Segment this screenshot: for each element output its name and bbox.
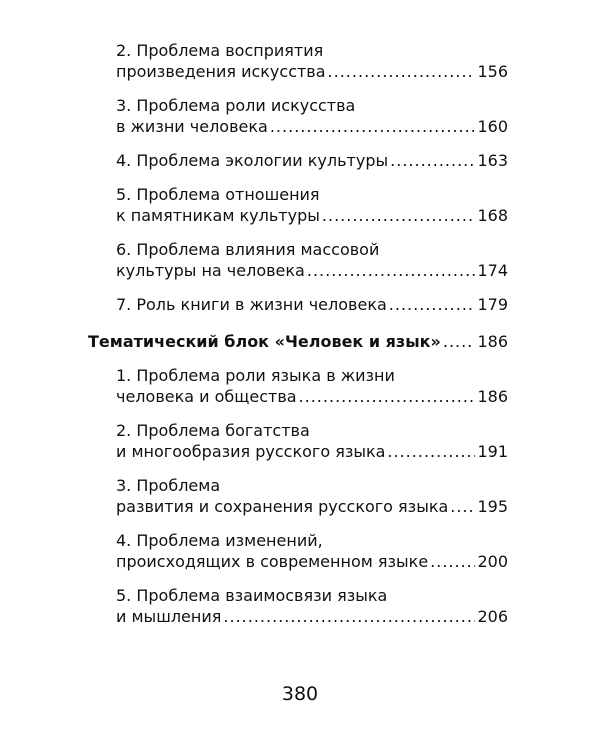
- dot-leader: [450, 496, 475, 517]
- dot-leader: [270, 116, 476, 137]
- toc-entry-line: 5. Проблема взаимосвязи языка: [116, 586, 388, 605]
- toc-entry-line: культуры на человека: [116, 261, 305, 280]
- dot-leader: [430, 551, 475, 572]
- toc-page-number: 179: [477, 295, 508, 314]
- toc-entry: [88, 294, 508, 315]
- toc-entry-line: 2. Проблема богатства: [116, 421, 310, 440]
- toc-section-heading: [88, 331, 508, 352]
- toc-page-number: 195: [477, 497, 508, 516]
- toc-entry-line: 4. Проблема изменений,: [116, 531, 323, 550]
- toc-page-number: 156: [477, 62, 508, 81]
- toc-entry: [88, 150, 508, 171]
- toc-entry-line: к памятникам культуры: [116, 206, 320, 225]
- dot-leader: [307, 260, 476, 281]
- toc-page-number: 163: [477, 151, 508, 170]
- toc-entry-line: 6. Проблема влияния массовой: [116, 240, 380, 259]
- toc-entry: [88, 239, 508, 281]
- dot-leader: [328, 61, 476, 82]
- toc-entry: [88, 365, 508, 407]
- dot-leader: [387, 441, 475, 462]
- dot-leader: [322, 205, 476, 226]
- toc-entry-line: 4. Проблема экологии культуры: [116, 151, 389, 170]
- toc-page-number: 200: [477, 552, 508, 571]
- toc-entry: [88, 420, 508, 462]
- toc-entry-line: человека и общества: [116, 387, 297, 406]
- dot-leader: [443, 331, 476, 352]
- toc-entry: [88, 585, 508, 627]
- toc-page-number: 186: [477, 332, 508, 351]
- toc-entry: [88, 40, 508, 82]
- toc-page-number: 174: [477, 261, 508, 280]
- toc-entry: [88, 95, 508, 137]
- table-of-contents: [88, 40, 508, 640]
- toc-entry: [88, 475, 508, 517]
- dot-leader: [223, 606, 475, 627]
- toc-entry-line: и многообразия русского языка: [116, 442, 386, 461]
- toc-entry-line: 7. Роль книги в жизни человека: [116, 295, 387, 314]
- toc-entry-line: развития и сохранения русского языка: [116, 497, 449, 516]
- toc-entry: [88, 530, 508, 572]
- toc-entry-line: и мышления: [116, 607, 222, 626]
- dot-leader: [389, 294, 476, 315]
- toc-entry-line: происходящих в современном языке: [116, 552, 429, 571]
- toc-page-number: 191: [477, 442, 508, 461]
- page-number: 380: [281, 683, 319, 705]
- toc-page-number: 160: [477, 117, 508, 136]
- toc-entry-line: 3. Проблема: [116, 476, 221, 495]
- toc-entry: [88, 184, 508, 226]
- toc-entry-line: 5. Проблема отношения: [116, 185, 320, 204]
- toc-page-number: 206: [477, 607, 508, 626]
- toc-entry-line: в жизни человека: [116, 117, 268, 136]
- toc-entry-line: 3. Проблема роли искусства: [116, 96, 356, 115]
- dot-leader: [299, 386, 476, 407]
- dot-leader: [390, 150, 475, 171]
- toc-entry-line: 1. Проблема роли языка в жизни: [116, 366, 395, 385]
- toc-page-number: 186: [477, 387, 508, 406]
- toc-entry-line: 2. Проблема восприятия: [116, 41, 324, 60]
- toc-section-title: Тематический блок «Человек и язык»: [88, 332, 441, 351]
- toc-page-number: 168: [477, 206, 508, 225]
- toc-entry-line: произведения искусства: [116, 62, 326, 81]
